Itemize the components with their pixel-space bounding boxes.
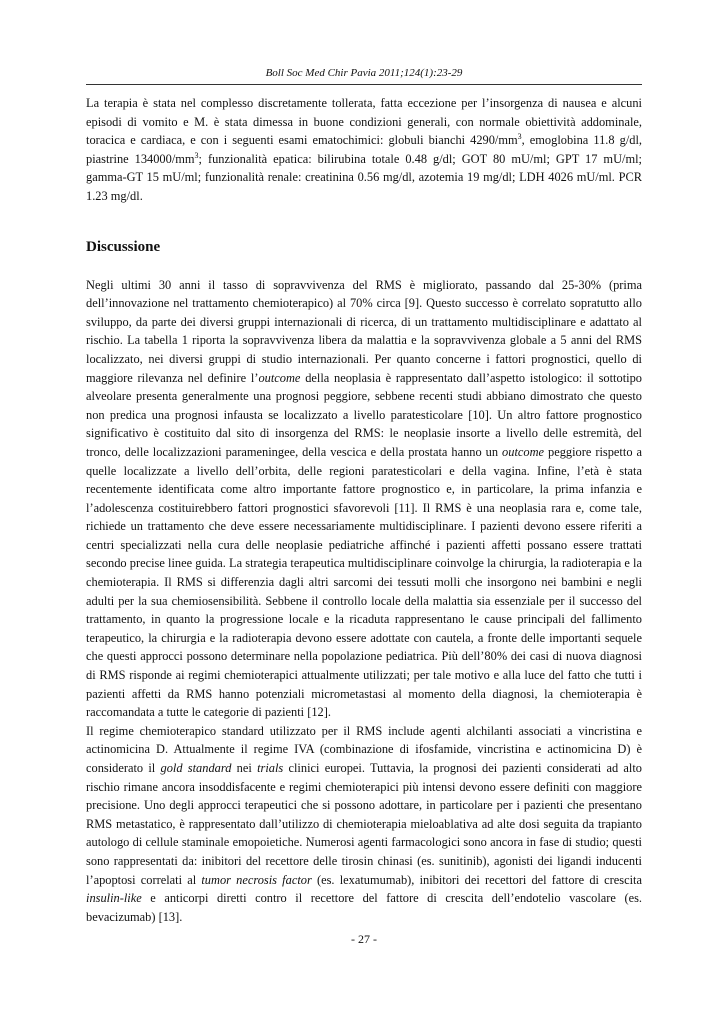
header-rule [86,84,642,85]
discussion-paragraph-2 [86,722,642,927]
discussion-paragraph-1 [86,276,642,722]
intro-text-3: ; funzionalità epatica: bilirubina totale 0.48 g/dl; GOT 80 mU/ml; GPT 17 mU/ml; gamma-GT 15 mU/ml; funzionalità renale: creatinina 0.56 mg/dl, azotemia 19 mg/dl; LDH 4026 mU/ml. PCR 1.23 mg/dl. [86,151,642,203]
p2-italic-gold-standard: gold standard [160,761,232,775]
running-header: Boll Soc Med Chir Pavia 2011;124(1):23-29 [265,67,463,79]
page-content [86,94,642,926]
intro-text-2: , emoglobina 11.8 g/dl, piastrine 134000/mm [86,133,642,166]
p2-italic-trials: trials [257,761,284,775]
p1-italic-outcome-1: outcome [258,370,301,385]
p1-text-c: peggiore rispetto a quelle localizzate a livello dell’orbita, delle regioni paratesticolari e della vagina. Infine, l’età è stata recentemente identificata come altro importante fattore prognostico e, in particolare, la prima infanzia e l’adolescenza costituirebbero fattori prognostici sfavorevoli [11]. Il RMS è una neoplasia rara e, come tale, richiede un trattamento che deve essere necessariamente multidisciplinare. I pazienti devono essere riferiti a centri specializzati nella cura delle neoplasie pediatriche affinché i pazienti affetti possano essere trattati secondo precise linee guida. La strategia terapeutica multidisciplinare coinvolge la chirurgia, la radioterapia e la chemioterapia. Il RMS si differenzia dagli altri sarcomi dei tessuti molli che insorgono nei bambini e negli adulti per la sua chemiosensibilità. Sebbene il controllo locale della malattia sia essenziale per il successo del trattamento, in quanto la progressione locale e la ricaduta rappresentano le cause principali del fallimento terapeutico, la chirurgia e la radioterapia devono essere adottate con cautela, a fronte delle importanti sequele che questi approcci possono determinare nella popolazione pediatrica. Più dell’80% dei casi di nuova diagnosi di RMS risponde ai regimi chemioterapici attualmente utilizzati; per tale motivo e alla luce del fatto che tutti i pazienti affetti da RMS hanno potenziali micrometastasi al momento della diagnosi, la chemioterapia è raccomandata a tutte le categorie di pazienti [12]. [86,444,642,720]
intro-sup-2: 3 [194,150,199,160]
section-heading: Discussione [86,238,161,255]
intro-text-1: La terapia è stata nel complesso discretamente tollerata, fatta eccezione per l’insorgenza di nausea e alcuni episodi di vomito e M. è stata dimessa in buone condizioni generali, con normale obiettività addominale, toracica e cardiaca, e con i seguenti esami ematochimici: globuli bianchi 4290/mm [86,96,642,148]
intro-sup-1: 3 [517,132,522,142]
p2-text-d: (es. lexatumumab), inibitori dei recettori del fattore di crescita [311,872,642,887]
intro-paragraph [86,94,642,206]
p1-text-b: della neoplasia è rappresentato dall’aspetto istologico: il sottotipo alveolare presenta generalmente una prognosi peggiore, sebbene recenti studi abbiano dimostrato che questo non predica una prognosi infausta se localizzato a livello paratesticolare [10]. Un altro fattore prognostico significativo è costituito dal sito di insorgenza del RMS: le neoplasie insorte a livello delle estremità, del tronco, delle localizzazioni parameningee, della vescica e della prostata hanno un [86,370,642,459]
p2-text-b: nei [231,761,258,775]
p2-text-e: e anticorpi diretti contro il recettore del fattore di crescita dell’endotelio vascolare (es. bevacizumab) [13]. [86,891,642,924]
p1-text-a: Negli ultimi 30 anni il tasso di sopravvivenza del RMS è migliorato, passando dal 25-30% (prima dell’innovazione nel trattamento chemioterapico) al 70% circa [9]. Questo successo è correlato sopratutto allo sviluppo, da parte dei diversi gruppi internazionali di ricerca, di un trattamento multidisciplinare e adattato al rischio. La tabella 1 riporta la sopravvivenza libera da malattia e la sopravvivenza globale a 5 anni del RMS localizzato, nei diversi gruppi di studio internazionali. Per quanto concerne i fattori prognostici, quello di maggiore rilevanza nel definire l’ [86,277,642,385]
p2-text-a: Il regime chemioterapico standard utilizzato per il RMS include agenti alchilanti associati a vincristina e actinomicina D. Attualmente il regime IVA (combinazione di ifosfamide, vincristina e actinomicina D) è considerato il [86,723,642,775]
p2-italic-tnf: tumor necrosis factor [201,872,312,887]
p1-italic-outcome-2: outcome [502,444,545,459]
page-number: - 27 - [351,932,377,946]
p2-italic-insulin-like: insulin-like [86,891,142,906]
p2-text-c: clinici europei. Tuttavia, la prognosi dei pazienti considerati ad alto rischio rimane ancora insoddisfacente e regimi chemioterapici più intensi devono essere definiti con maggiore precisione. Uno degli approcci terapeutici che si possono adottare, in particolare per i pazienti che presentano RMS metastatico, è rappresentato dall’utilizzo di chemioterapia mieloablativa ad alte dosi seguita da trapianto autologo di cellule staminale emopoietiche. Numerosi agenti farmacologici sono ancora in fase di studio; questi sono rappresentati da: inibitori del recettore delle tirosin chinasi (es. sunitinib), agonisti dei ligandi inducenti l’apoptosi correlati al [86,761,643,887]
